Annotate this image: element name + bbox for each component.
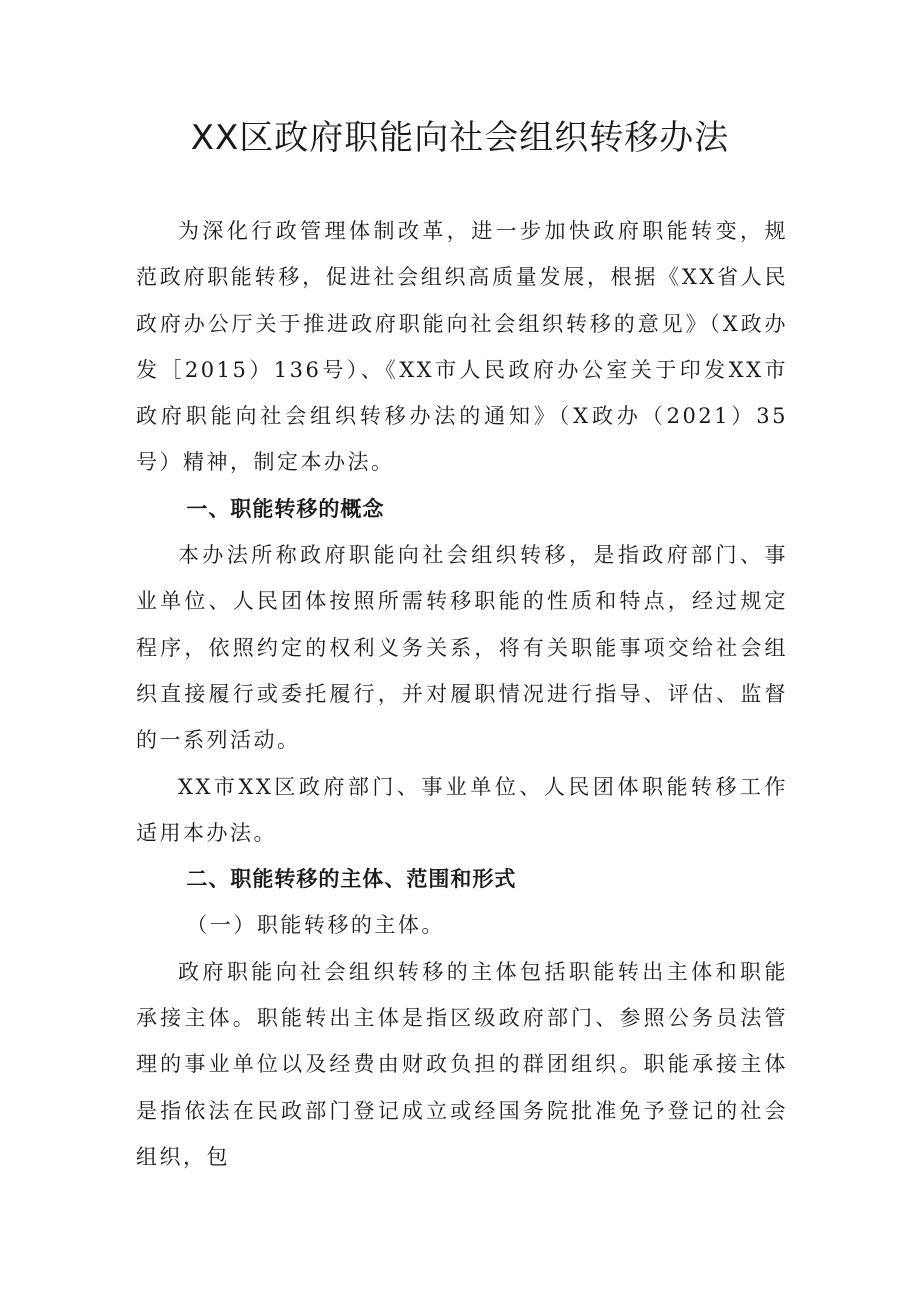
section-2-subheading: （一）职能转移的主体。 [186, 913, 445, 938]
section-2-paragraph-1: 政府职能向社会组织转移的主体包括职能转出主体和职能承接主体。职能转出主体是指区级政府部门、参照公务员法管理的事业单位以及经费由财政负担的群团组织。职能承接主体是指依法在民政部门登记成立或经国务院批准免予登记的社会组织，包 [136, 959, 788, 1169]
document-body [136, 208, 788, 1180]
intro-paragraph: 为深化行政管理体制改革，进一步加快政府职能转变，规范政府职能转移，促进社会组织高质量发展，根据《XX省人民政府办公厅关于推进政府职能向社会组织转移的意见》（X政办发［2015）136号）、《XX市人民政府办公室关于印发XX市政府职能向社会组织转移办法的通知》（X政办（2021）35号）精神，制定本办法。 [136, 219, 788, 475]
section-1-heading: 一、职能转移的概念 [186, 496, 385, 521]
document-title: XX区政府职能向社会组织转移办法 [190, 118, 730, 158]
section-1-paragraph-1: 本办法所称政府职能向社会组织转移，是指政府部门、事业单位、人民团体按照所需转移职能的性质和特点，经过规定程序，依照约定的权利义务关系，将有关职能事项交给社会组织直接履行或委托履行，并对履职情况进行指导、评估、监督的一系列活动。 [136, 543, 788, 753]
section-1-paragraph-2: XX市XX区政府部门、事业单位、人民团体职能转移工作适用本办法。 [136, 774, 788, 845]
section-2-heading: 二、职能转移的主体、范围和形式 [186, 867, 517, 892]
